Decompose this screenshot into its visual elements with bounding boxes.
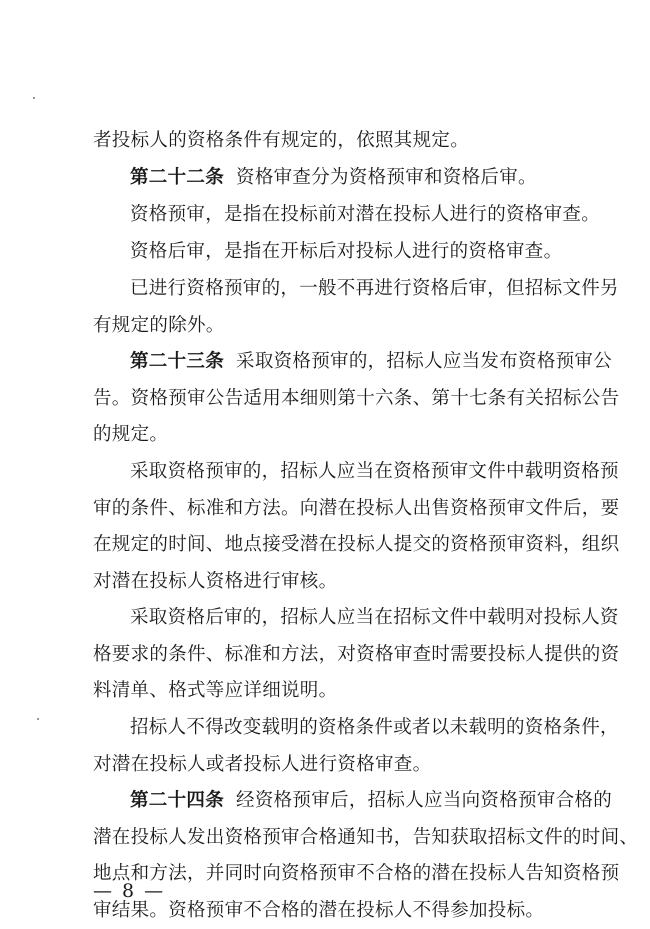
scan-speck: [33, 97, 35, 99]
text-line: 地点和方法，并同时向资格预审不合格的潜在投标人告知资格预: [93, 856, 563, 893]
text-line: 审的条件、标准和方法。向潜在投标人出售资格预审文件后，要: [93, 491, 563, 528]
text-line: 告。资格预审公告适用本细则第十六条、第十七条有关招标公告: [93, 381, 563, 418]
article-text: 经资格预审后，招标人应当向资格预审合格的: [236, 790, 612, 811]
text-line: 者投标人的资格条件有规定的，依照其规定。: [93, 123, 563, 160]
text-line: 招标人不得改变载明的资格条件或者以未载明的资格条件，: [93, 710, 563, 747]
text-line: 审结果。资格预审不合格的潜在投标人不得参加投标。: [93, 893, 563, 929]
article-number: 第二十三条: [130, 351, 224, 372]
text-line: [93, 160, 563, 197]
text-line: 对潜在投标人资格进行审核。: [93, 564, 563, 601]
paragraph: [93, 600, 563, 710]
article-24: [93, 783, 563, 929]
paragraph: [93, 710, 563, 783]
article-23: [93, 344, 563, 454]
paragraph: [93, 454, 563, 600]
text-line: 对潜在投标人或者投标人进行资格审查。: [93, 747, 563, 784]
paragraph-continuation: [93, 123, 563, 160]
article-number: 第二十四条: [130, 790, 224, 811]
text-line: 格要求的条件、标准和方法，对资格审查时需要投标人提供的资: [93, 637, 563, 674]
text-line: 采取资格预审的，招标人应当在资格预审文件中载明资格预: [93, 454, 563, 491]
paragraph: [93, 197, 563, 234]
article-text: 资格审查分为资格预审和资格后审。: [236, 167, 537, 188]
text-line: 已进行资格预审的，一般不再进行资格后审，但招标文件另: [93, 271, 563, 308]
paragraph: [93, 234, 563, 271]
scan-speck: [37, 718, 39, 720]
article-22: [93, 160, 563, 197]
text-line: 料清单、格式等应详细说明。: [93, 673, 563, 710]
text-line: 在规定的时间、地点接受潜在投标人提交的资格预审资料，组织: [93, 527, 563, 564]
text-line: 有规定的除外。: [93, 308, 563, 345]
text-line: [93, 344, 563, 381]
paragraph: [93, 271, 563, 344]
text-line: 采取资格后审的，招标人应当在招标文件中载明对投标人资: [93, 600, 563, 637]
text-line: 资格预审，是指在投标前对潜在投标人进行的资格审查。: [93, 197, 563, 234]
text-line: 潜在投标人发出资格预审合格通知书，告知获取招标文件的时间、: [93, 820, 563, 857]
text-line: [93, 783, 563, 820]
text-line: 资格后审，是指在开标后对投标人进行的资格审查。: [93, 234, 563, 271]
article-number: 第二十二条: [130, 167, 224, 188]
page-number: — 8 —: [93, 880, 165, 902]
text-line: 的规定。: [93, 417, 563, 454]
article-text: 采取资格预审的，招标人应当发布资格预审公: [236, 351, 612, 372]
